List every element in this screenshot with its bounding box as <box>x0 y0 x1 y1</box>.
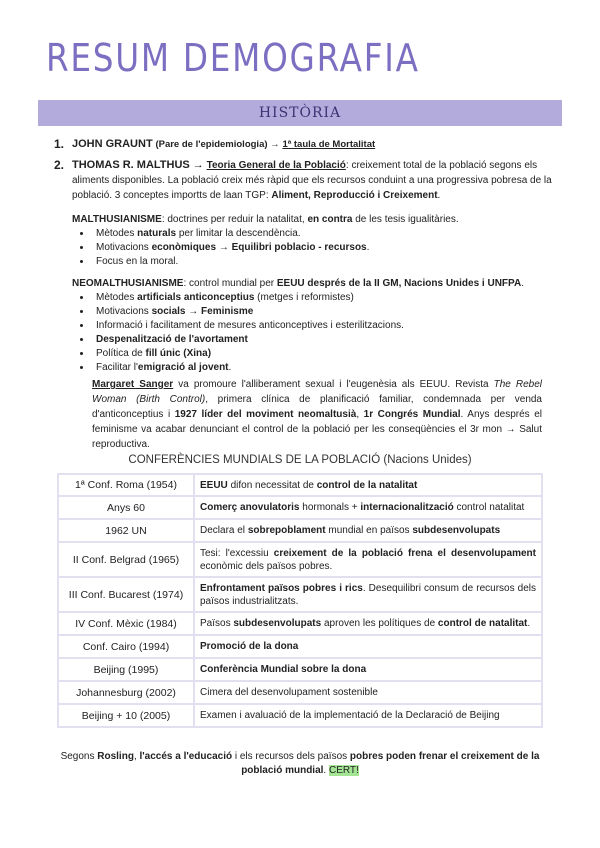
key-concept: Teoria General de la Població <box>206 160 346 171</box>
bullet-item: • Informació i facilitament de mesures anticonceptives i esterilitzacions. <box>92 319 552 333</box>
sanger-paragraph <box>92 377 542 452</box>
para-text: , primera clínica de planificació familiar, condemnada per venda d'anticonceptius i <box>92 394 542 420</box>
list-item-graunt <box>38 137 558 152</box>
description-part: Enfrontament països pobres i rics <box>200 582 363 594</box>
description-part: aproven les polítiques de <box>321 618 438 629</box>
term-bold: en contra <box>307 214 353 225</box>
footer-bold: pobres poden frenar el creixement de la població mundial <box>241 751 540 776</box>
description-part: econòmic dels països pobres. <box>200 560 333 572</box>
conference-description <box>194 658 542 681</box>
description-part: Tesi: l'excessiu <box>200 547 274 559</box>
description-part: control de natalitat <box>437 618 528 629</box>
term-text: de les tesis igualitàries. <box>352 214 459 225</box>
description-part: Examen i avaluació de la implementació de la Declaració de Beijing <box>200 710 500 721</box>
bullet-item: • Mètodes artificials anticonceptius (metges i reformistes) <box>92 291 552 305</box>
bullet-item: • Motivacions socials → Feminisme <box>92 305 552 319</box>
conference-event: 1962 UN <box>58 519 194 542</box>
item-text: . <box>437 190 441 201</box>
table-row <box>58 681 542 704</box>
term-bold: EEUU després de la II GM, Nacions Unides i UNFPA <box>276 278 522 289</box>
footer-note: Segons Rosling, l'accés a l'educació i els recursos dels països pobres poden frenar el creixement de la població mundial. CERT! <box>60 751 540 776</box>
item-bold: Aliment, Reproducció i Creixement <box>271 190 438 201</box>
malthusianism-definition <box>72 213 552 227</box>
bullet-item: • Mètodes naturals per limitar la descendència. <box>92 227 552 241</box>
conference-description <box>194 474 542 496</box>
neomalthusianism-bullets <box>72 291 552 375</box>
conference-description <box>194 704 542 727</box>
conference-description <box>194 635 542 658</box>
item-number: 1. <box>54 137 65 151</box>
para-bold: 1r Congrés Mundial <box>363 409 461 420</box>
item-number: 2. <box>54 158 65 172</box>
person-name: JOHN GRAUNT <box>72 138 153 150</box>
description-part: Cimera del desenvolupament sostenible <box>200 687 378 698</box>
bullet-item: • Focus en la moral. <box>92 255 552 269</box>
table-row <box>58 635 542 658</box>
conference-event: Johannesburg (2002) <box>58 681 194 704</box>
description-part: difon necessitat de <box>227 479 317 491</box>
conference-event: 1ª Conf. Roma (1954) <box>58 474 194 496</box>
footer-bold: l'accés a l'educació <box>139 751 233 762</box>
description-part: creixement de la població frena el desenvolupament <box>273 547 536 559</box>
conference-description <box>194 681 542 704</box>
table-row <box>58 542 542 577</box>
conference-event: III Conf. Bucarest (1974) <box>58 577 194 612</box>
page-title: RESUM DEMOGRAFIA <box>46 36 420 80</box>
bullet-item: • Política de fill únic (Xina) <box>92 347 552 361</box>
description-part: Països <box>200 618 234 629</box>
conference-event: Anys 60 <box>58 496 194 519</box>
description-part: Promoció de la dona <box>200 641 299 652</box>
item-text: : creixement total de la població segons els aliments disponibles. La població creix més ràpid que els recursos conduint a una progressiva pobresa de la població. 3 conceptes importts de laan TGP: <box>72 160 552 201</box>
conference-description <box>194 496 542 519</box>
description-part: internacionalització <box>360 502 454 513</box>
conference-event: Beijing + 10 (2005) <box>58 704 194 727</box>
conference-event: Beijing (1995) <box>58 658 194 681</box>
table-row <box>58 474 542 496</box>
description-part: EEUU <box>200 479 228 491</box>
conference-description <box>194 577 542 612</box>
section-heading: HISTÒRIA <box>38 100 562 126</box>
conference-description <box>194 542 542 577</box>
description-part: subdesenvolupats <box>233 618 322 629</box>
bullet-item: • Facilitar l'emigració al jovent. <box>92 361 552 375</box>
conference-event: IV Conf. Mèxic (1984) <box>58 612 194 635</box>
para-text: , <box>356 409 364 420</box>
description-part: hormonals + <box>299 502 361 513</box>
table-row <box>58 496 542 519</box>
para-bold: 1927 líder del moviment neomaltusià <box>174 409 357 420</box>
table-row <box>58 519 542 542</box>
table-row <box>58 658 542 681</box>
table-row <box>58 704 542 727</box>
description-part: control de la natalitat <box>316 479 418 491</box>
description-part: control natalitat <box>453 502 525 513</box>
description-part: Conferència Mundial sobre la dona <box>200 664 367 675</box>
term-text: : doctrines per reduir la natalitat, <box>161 214 308 225</box>
numbered-list <box>38 137 558 203</box>
table-row <box>58 577 542 612</box>
para-text: va promoure l'alliberament sexual i l'eugenèsia als EEUU. Revista <box>173 379 494 390</box>
person-name: THOMAS R. MALTHUS → <box>72 159 204 171</box>
key-concept: 1ª taula de Mortalitat <box>282 139 376 150</box>
person-subtitle: (Pare de l'epidemiologia) → <box>155 139 280 150</box>
conferences-table <box>57 473 543 728</box>
description-part: . <box>527 618 531 629</box>
footer-bold: Rosling <box>97 751 134 762</box>
bullet-item: • Despenalització de l'avortament <box>92 333 552 347</box>
malthusianism-section <box>72 213 552 269</box>
bullet-item: • Motivacions econòmiques → Equilibri poblacio - recursos. <box>92 241 552 255</box>
term-label: NEOMALTHUSIANISME <box>72 278 184 289</box>
description-part: Comerç anovulatoris <box>200 502 300 513</box>
term-label: MALTHUSIANISME <box>72 214 162 225</box>
conference-event: II Conf. Belgrad (1965) <box>58 542 194 577</box>
cert-highlight: CERT! <box>328 765 359 776</box>
conference-event: Conf. Cairo (1994) <box>58 635 194 658</box>
conference-description <box>194 519 542 542</box>
magazine-title: The Rebel Woman (Birth Control) <box>92 379 543 405</box>
conferences-title: CONFERÈNCIES MUNDIALS DE LA POBLACIÓ (Nacions Unides) <box>128 454 472 466</box>
malthusianism-bullets <box>72 227 552 269</box>
list-item-malthus <box>38 158 558 203</box>
conference-description <box>194 612 542 635</box>
description-part: . Desequilibri consum de recursos dels països industrialitzats. <box>200 582 536 607</box>
neomalthusianism-section <box>72 277 552 375</box>
para-text: . Anys després el feminisme va acabar denunciant el control de la població per les conseqüències el 3r mon → Salut reproductiva. <box>92 409 542 450</box>
term-text: : control mundial per <box>183 278 277 289</box>
table-row <box>58 612 542 635</box>
description-part: subdesenvolupats <box>412 525 501 536</box>
neomalthusianism-definition <box>72 277 552 291</box>
person-name: Margaret Sanger <box>92 379 174 390</box>
description-part: sobrepoblament <box>247 525 326 536</box>
description-part: mundial en països <box>325 525 413 536</box>
term-text: . <box>521 278 524 289</box>
description-part: Declara el <box>200 525 248 536</box>
